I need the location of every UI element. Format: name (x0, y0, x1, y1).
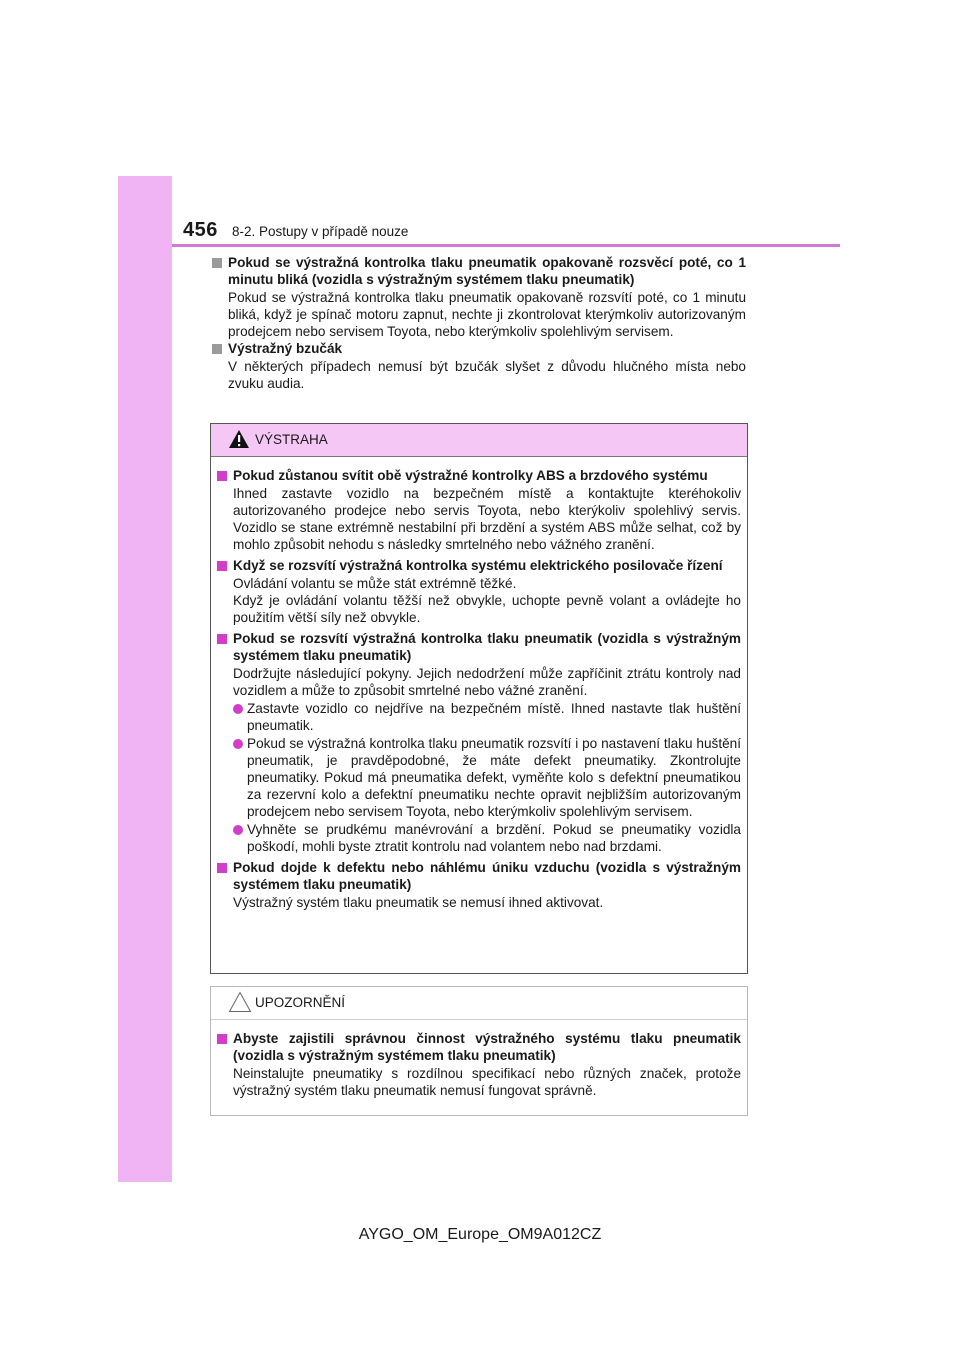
warning-box (210, 423, 748, 974)
list-item: Vyhněte se prudkému manévrování a brzdění. Pokud se pneumatiky vozidla poškodí, mohli byste ztratit kontrolu nad volantem nebo nad brzdami. (217, 821, 741, 855)
chapter-sidebar-tab (118, 176, 172, 1182)
intro-heading-tpms-blinking: Pokud se výstražná kontrolka tlaku pneumatik opakovaně rozsvěcí poté, co 1 minutu bliká (vozidla s výstražným systémem tlaku pneumatik) (212, 254, 746, 288)
intro-heading-buzzer: Výstražný bzučák (212, 340, 746, 357)
warning-item-heading: Když se rozsvítí výstražná kontrolka systému elektrického posilovače řízení (233, 558, 723, 573)
notice-item-heading: Abyste zajistili správnou činnost výstražného systému tlaku pneumatik (vozidla s výstražným systémem tlaku pneumatik) (233, 1031, 741, 1063)
warning-item-puncture (217, 859, 741, 911)
notice-box (210, 986, 748, 1116)
warning-item-heading: Pokud zůstanou svítit obě výstražné kontrolky ABS a brzdového systému (233, 468, 708, 483)
document-footer-code: AYGO_OM_Europe_OM9A012CZ (358, 1226, 602, 1243)
square-bullet-icon (217, 634, 227, 644)
warning-item-tire-pressure (217, 630, 741, 855)
square-bullet-icon (217, 863, 227, 873)
notice-item-text: Neinstalujte pneumatiky s rozdílnou specifikací nebo různých značek, protože výstražný systém tlaku pneumatik nemusí fungovat správně. (233, 1066, 741, 1098)
warning-item-power-steering (217, 557, 741, 626)
circle-bullet-icon (233, 704, 243, 714)
warning-item-abs (217, 467, 741, 553)
notice-body (211, 1020, 747, 1099)
warning-header (211, 424, 747, 457)
warning-item-heading: Pokud dojde k defektu nebo náhlému úniku vzduchu (vozidla s výstražným systémem tlaku pneumatik) (233, 860, 741, 892)
square-bullet-icon (217, 561, 227, 571)
intro-content (212, 254, 746, 392)
intro-text-buzzer: V některých případech nemusí být bzučák slyšet z důvodu hlučného místa nebo zvuku audia. (228, 359, 746, 391)
square-bullet-icon (212, 344, 222, 354)
notice-title: UPOZORNĚNÍ (255, 995, 346, 1010)
square-bullet-icon (217, 1034, 227, 1044)
warning-item-text: Výstražný systém tlaku pneumatik se nemusí ihned aktivovat. (233, 895, 604, 910)
warning-body (211, 457, 747, 911)
caution-triangle-icon (228, 991, 252, 1013)
warning-title: VÝSTRAHA (255, 432, 328, 447)
warning-triangle-icon (228, 429, 250, 449)
circle-bullet-icon (233, 739, 243, 749)
square-bullet-icon (217, 471, 227, 481)
list-item: Pokud se výstražná kontrolka tlaku pneumatik rozsvítí i po nastavení tlaku huštění pneumatik, je pravděpodobné, že máte defekt pneumatiky. Zkontrolujte pneumatiky. Pokud má pneumatika defekt, vyměňte kolo s defektní pneumatikou za rezervní kolo a defektní pneumatiku nechte opravit nejbližším autorizovaným prodejcem nebo servisem Toyota, nebo kterýmkoliv spolehlivým servisem. (217, 735, 741, 820)
warning-item-text: Ovládání volantu se může stát extrémně těžké. (233, 576, 517, 591)
warning-item-heading: Pokud se rozsvítí výstražná kontrolka tlaku pneumatik (vozidla s výstražným systémem tlaku pneumatik) (233, 631, 741, 663)
intro-text-tpms-blinking: Pokud se výstražná kontrolka tlaku pneumatik opakovaně rozsvítí poté, co 1 minutu bliká, když je spínač motoru zapnut, nechte ji zkontrolovat kterýmkoliv autorizovaným prodejcem nebo servisem Toyota, nebo kterýmkoliv spolehlivým servisem. (228, 290, 746, 339)
notice-header (211, 987, 747, 1020)
circle-bullet-icon (233, 825, 243, 835)
section-title: 8-2. Postupy v případě nouze (232, 224, 409, 239)
notice-item-tires (217, 1030, 741, 1099)
page-number: 456 (183, 219, 218, 241)
square-bullet-icon (212, 258, 222, 268)
header-divider (172, 244, 840, 247)
warning-item-text: Dodržujte následující pokyny. Jejich nedodržení může zapříčinit ztrátu kontroly nad vozidlem a může to způsobit smrtelné nebo vážné zranění. (233, 666, 741, 698)
warning-item-text: Ihned zastavte vozidlo na bezpečném místě a kontaktujte kteréhokoliv autorizovaného prodejce nebo servis Toyota, nebo kterýkoliv spolehlivý servis. Vozidlo se stane extrémně nestabilní při brzdění a systém ABS může selhat, což by mohlo způsobit nehodu s následky smrtelného nebo vážného zranění. (233, 486, 741, 552)
warning-item-text: Když je ovládání volantu těžší než obvykle, uchopte pevně volant a ovládejte ho použitím větší síly než obvykle. (233, 593, 741, 625)
list-item: Zastavte vozidlo co nejdříve na bezpečném místě. Ihned nastavte tlak huštění pneumatik. (217, 700, 741, 734)
